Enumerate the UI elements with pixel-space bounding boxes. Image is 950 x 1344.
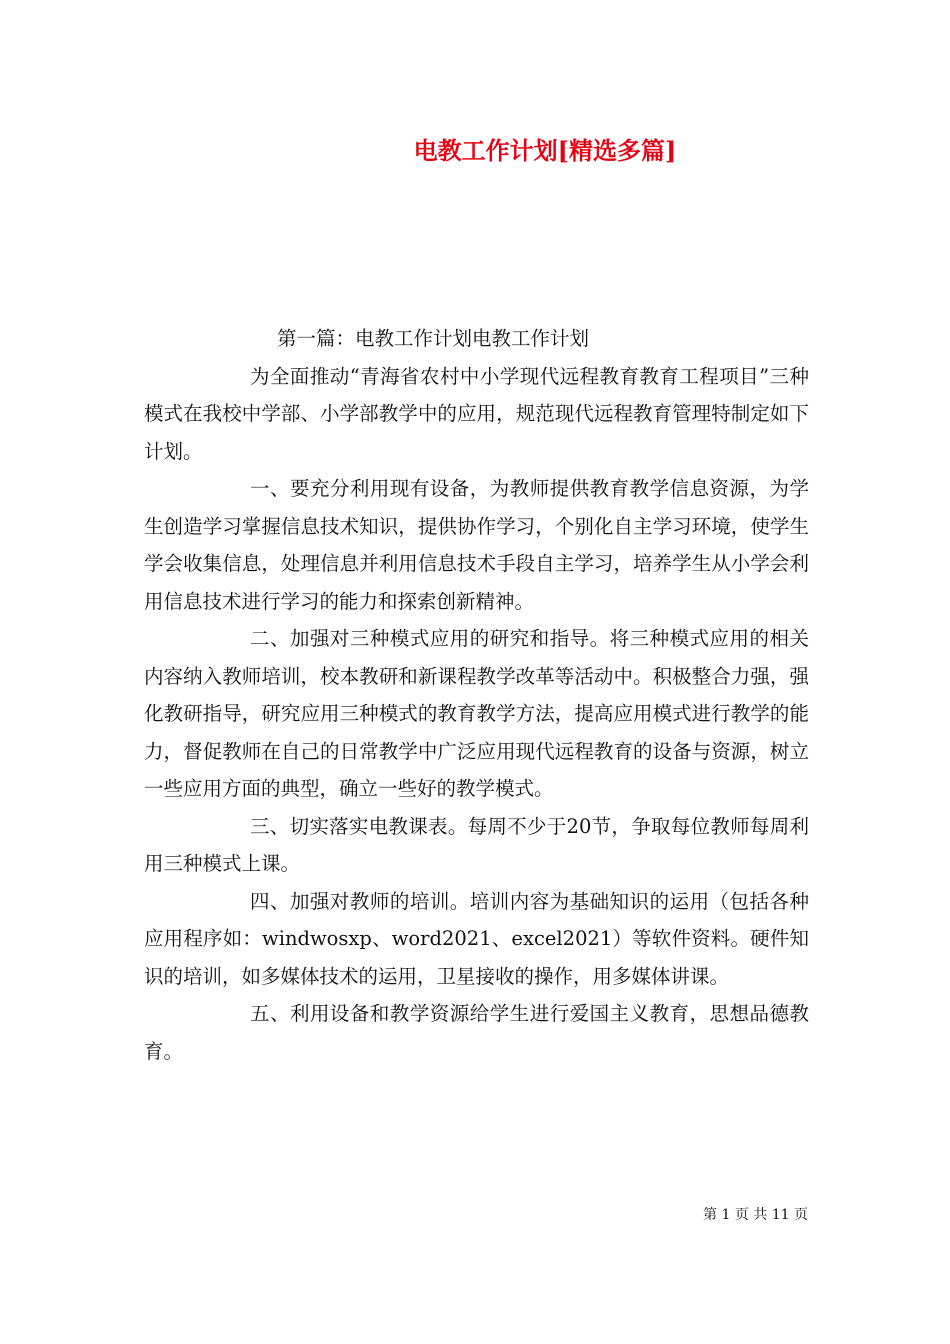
paragraph-item-1: 一、要充分利用现有设备，为教师提供教育教学信息资源，为学生创造学习掌握信息技术知识，提供协作学习，个别化自主学习环境，使学生学会收集信息，处理信息并利用信息技术手段自主学习，培养学生从小学会利用信息技术进行学习的能力和探索创新精神。 xyxy=(144,477,809,613)
paragraph-item-5: 五、利用设备和教学资源给学生进行爱国主义教育，思想品德教育。 xyxy=(144,1002,809,1063)
paragraph-item-3: 三、切实落实电教课表。每周不少于20节，争取每位教师每周利用三种模式上课。 xyxy=(144,814,809,875)
paragraph-item-4: 四、加强对教师的培训。培训内容为基础知识的运用（包括各种应用程序如：windwosxp、word2021、excel2021）等软件资料。硬件知识的培训，如多媒体技术的运用，卫星接收的操作，用多媒体讲课。 xyxy=(144,889,809,988)
section-heading: 第一篇：电教工作计划电教工作计划 xyxy=(277,327,590,350)
paragraph-intro: 为全面推动“青海省农村中小学现代远程教育教育工程项目”三种模式在我校中学部、小学部教学中的应用，规范现代远程教育管理特制定如下计划。 xyxy=(144,364,809,463)
document-body xyxy=(144,320,809,1070)
document-title: 电教工作计划[精选多篇] xyxy=(413,136,677,165)
page-number-footer: 第 1 页 共 11 页 xyxy=(703,1207,808,1223)
paragraph-item-2: 二、加强对三种模式应用的研究和指导。将三种模式应用的相关内容纳入教师培训，校本教研和新课程教学改革等活动中。积极整合力强，强化教研指导，研究应用三种模式的教育教学方法，提高应用模式进行教学的能力，督促教师在自己的日常教学中广泛应用现代远程教育的设备与资源，树立一些应用方面的典型，确立一些好的教学模式。 xyxy=(144,627,809,800)
